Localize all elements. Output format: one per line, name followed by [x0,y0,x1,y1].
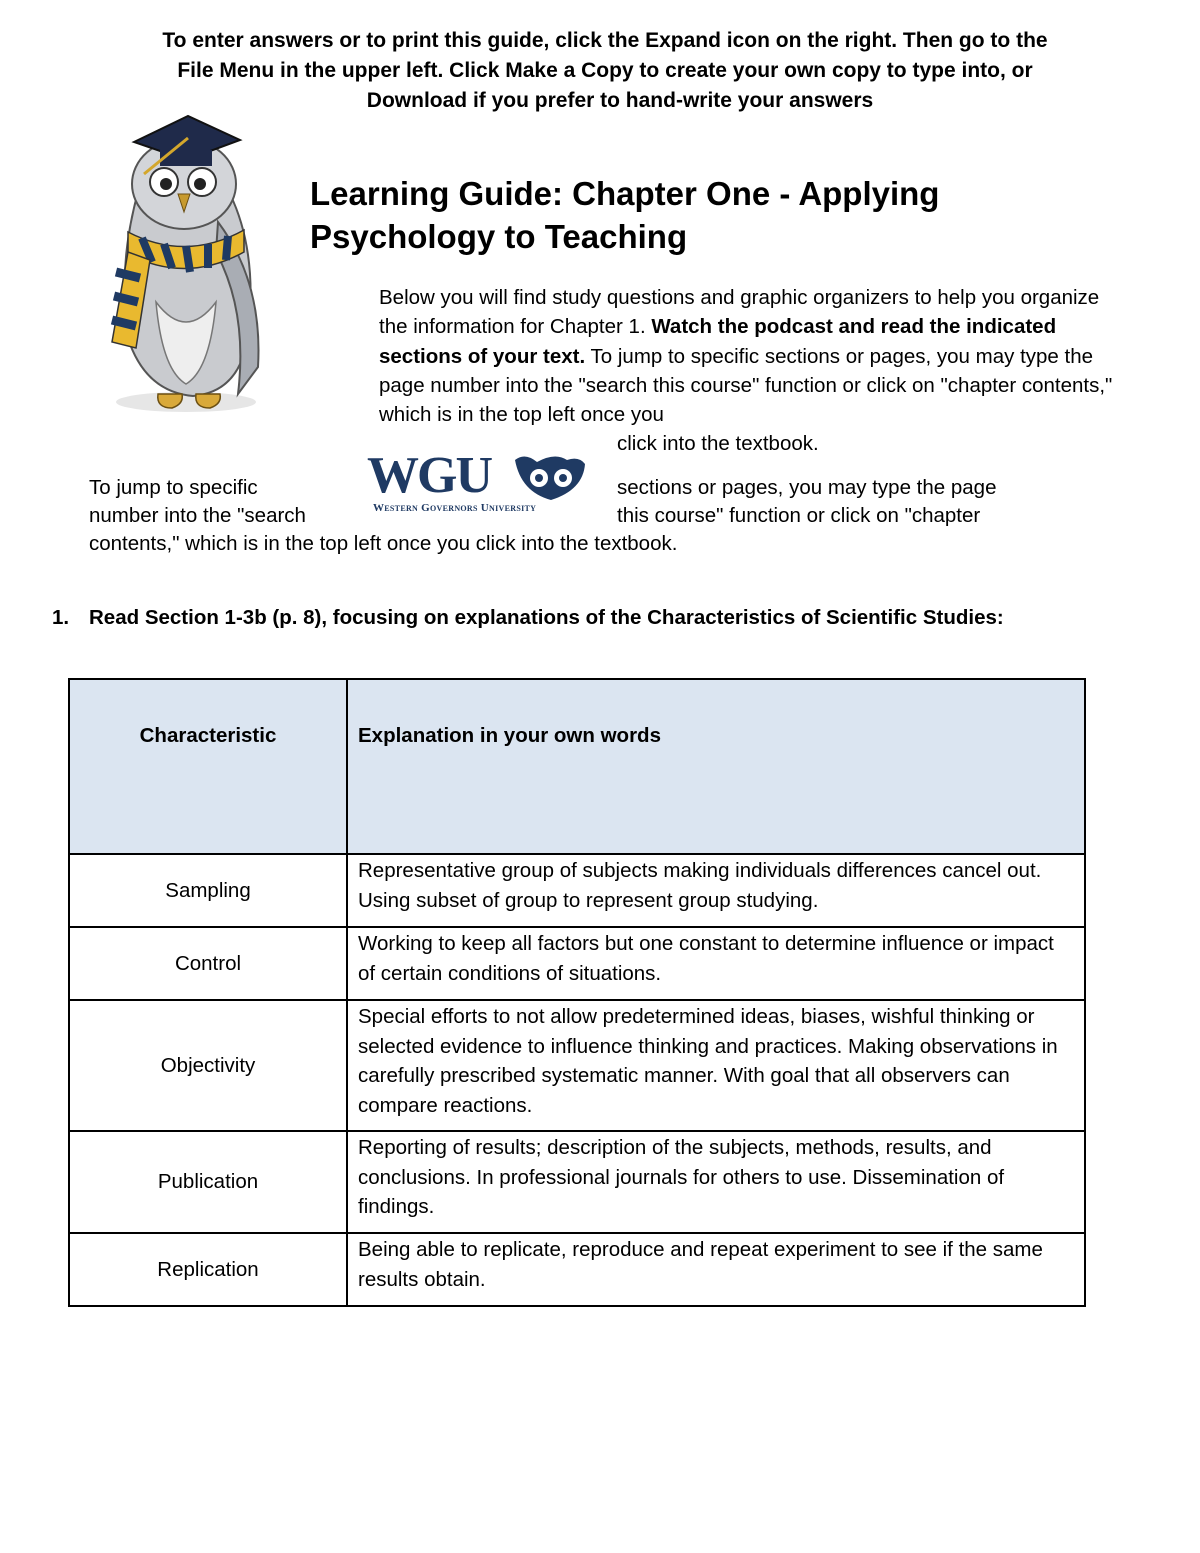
intro-paragraph [379,283,1119,459]
wgu-wordmark: WGU [367,447,491,504]
wgu-logo [365,447,590,522]
jump-left-line-2: number into the "search [89,504,306,527]
explanation-cell[interactable]: Working to keep all factors but one constant to determine influence or impact of certain conditions of situations. [347,927,1085,1000]
explanation-cell[interactable]: Being able to replicate, reproduce and repeat experiment to see if the same results obtain. [347,1233,1085,1306]
header-characteristic: Characteristic [69,679,347,854]
intro-text-1: Below you will find study questions and graphic organizers to help you organize the information for Chapter 1. [379,286,1100,339]
jump-full-line: contents," which is in the top left once you click into the textbook. [89,532,678,555]
characteristic-cell: Publication [69,1131,347,1233]
jump-right-line-2: this course" function or click on "chapter [617,504,981,527]
intro-text-2: To jump to specific sections or pages, you may type the page number into the "search this course" function or click on "chapter contents," which is in the top left once you [379,344,1113,427]
title-line-1: Learning Guide: Chapter One - Applying [310,175,940,212]
characteristic-cell: Control [69,927,347,1000]
table-row [69,1233,1085,1306]
characteristics-table [68,678,1086,1307]
explanation-cell[interactable]: Representative group of subjects making individuals differences cancel out. Using subset of group to represent group studying. [347,854,1085,927]
jump-left-column [89,474,349,530]
title-line-2: Psychology to Teaching [310,218,688,255]
question-text: Read Section 1-3b (p. 8), focusing on explanations of the Characteristics of Scientific Studies: [89,606,1004,629]
instructions-line-3: Download if you prefer to hand-write your answers [366,89,874,112]
table-row [69,927,1085,1000]
wgu-subtitle: Western Governors University [373,502,537,514]
page-title [310,172,1070,258]
instructions-line-2: File Menu in the upper left. Click Make a Copy to create your own copy to type into, or [177,59,1033,82]
explanation-cell[interactable]: Reporting of results; description of the subjects, methods, results, and conclusions. In professional journals for others to use. Dissemination of findings. [347,1131,1085,1233]
intro-tail: click into the textbook. [617,432,819,456]
header-explanation: Explanation in your own words [347,679,1085,854]
jump-right-line-1: sections or pages, you may type the page [617,476,997,499]
table-row [69,1131,1085,1233]
instructions [100,26,1110,116]
instructions-line-1: To enter answers or to print this guide, click the Expand icon on the right. Then go to the [162,29,1048,52]
jump-right-column [617,474,1097,530]
characteristic-cell: Objectivity [69,1000,347,1131]
question-number: 1. [52,606,70,629]
table-row [69,1000,1085,1131]
characteristic-cell: Replication [69,1233,347,1306]
jump-left-line-1: To jump to specific [89,476,258,499]
owl-mascot-icon [98,112,278,422]
characteristic-cell: Sampling [69,854,347,927]
intro-bold-text: Watch the podcast and read the indicated sections of your text. [379,315,1057,368]
explanation-cell[interactable]: Special efforts to not allow predetermined ideas, biases, wishful thinking or selected evidence to influence thinking and practices. Making observations in carefully prescribed systematic manner. With goal that all observers can compare reactions. [347,1000,1085,1131]
table-row [69,854,1085,927]
question-1 [52,603,1062,633]
table-header-row [69,679,1085,854]
